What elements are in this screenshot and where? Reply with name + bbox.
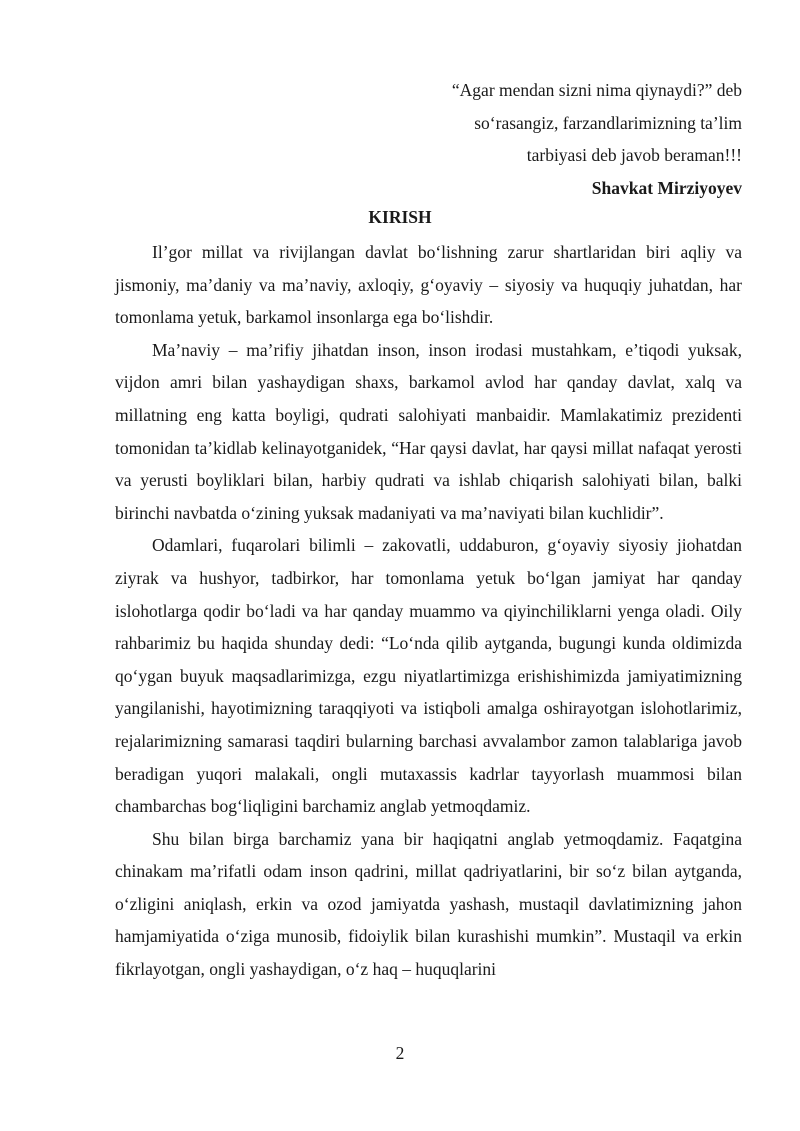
epigraph-line: tarbiyasi deb javob beraman!!! (526, 145, 742, 165)
paragraph: Odamlari, fuqarolari bilimli – zakovatli, uddaburon, g‘oyaviy siyosiy jiohatdan ziyrak va hushyor, tadbirkor, har tomonlama yetuk bo‘lgan jamiyat har qanday islohotlarga qodir bo‘ladi va har qanday muammo va qiyinchiliklarni yenga oladi. Oily rahbarimiz bu haqida shunday dedi: “Lo‘nda qilib aytganda, bugungi kunda oldimizda qo‘ygan buyuk maqsadlarimizga, ezgu niyatlartimizga erishishimizda jamiyatimizning yangilanishi, hayotimizning taraqqiyoti va istiqboli amalga oshirayotgan islohotlarimiz, rejalarimizning samarasi taqdiri bularning barchasi avvalambor zamon talablariga javob beradigan yuqori malakali, ongli mutaxassis kadrlar tayyorlash muammosi bilan chambarchas bog‘liqligini barchamiz anglab yetmoqdamiz. (115, 535, 742, 817)
epigraph (322, 74, 742, 204)
paragraph: Il’gor millat va rivijlangan davlat bo‘lishning zarur shartlaridan biri aqliy va jismoniy, ma’daniy va ma’naviy, axloqiy, g‘oyaviy – siyosiy va huquqiy juhatdan, har tomonlama yetuk, barkamol insonlarga ega bo‘lishdir. (115, 242, 742, 328)
epigraph-author: Shavkat Mirziyoyev (591, 177, 742, 198)
page-number: 2 (395, 1043, 405, 1063)
epigraph-line: so‘rasangiz, farzandlarimizning ta’lim (474, 112, 742, 133)
paragraph: Ma’naviy – ma’rifiy jihatdan inson, inson irodasi mustahkam, e’tiqodi yuksak, vijdon amri bilan yashaydigan shaxs, barkamol avlod har qanday davlat, xalq va millatning eng katta boyligi, qudrati salohiyati manbaidir. Mamlakatimiz prezidenti tomonidan ta’kidlab kelinayotganidek, “Har qaysi davlat, har qaysi millat nafaqat yerosti va yerusti boyliklari bilan, harbiy qudrati va ishlab chiqarish salohiyati bilan, balki birinchi navbatda o‘zining yuksak madaniyati va ma’naviyati bilan kuchlidir”. (115, 339, 742, 523)
body-text (115, 236, 742, 986)
epigraph-line: “Agar mendan sizni nima qiynaydi?” deb (451, 80, 742, 100)
paragraph: Shu bilan birga barchamiz yana bir haqiqatni anglab yetmoqdamiz. Faqatgina chinakam ma’rifatli odam inson qadrini, millat qadriyatlarini, bir so‘z bilan aytganda, o‘zligini aniqlash, erkin va ozod jamiyatda yashash, mustaqil davlatimizning jahon hamjamiyatida o‘ziga munosib, fidoiylik bilan kurashishi mumkin”. Mustaqil va erkin fikrlayotgan, ongli yashaydigan, o‘z haq – huquqlarini (115, 828, 742, 980)
section-heading: KIRISH (368, 207, 432, 227)
